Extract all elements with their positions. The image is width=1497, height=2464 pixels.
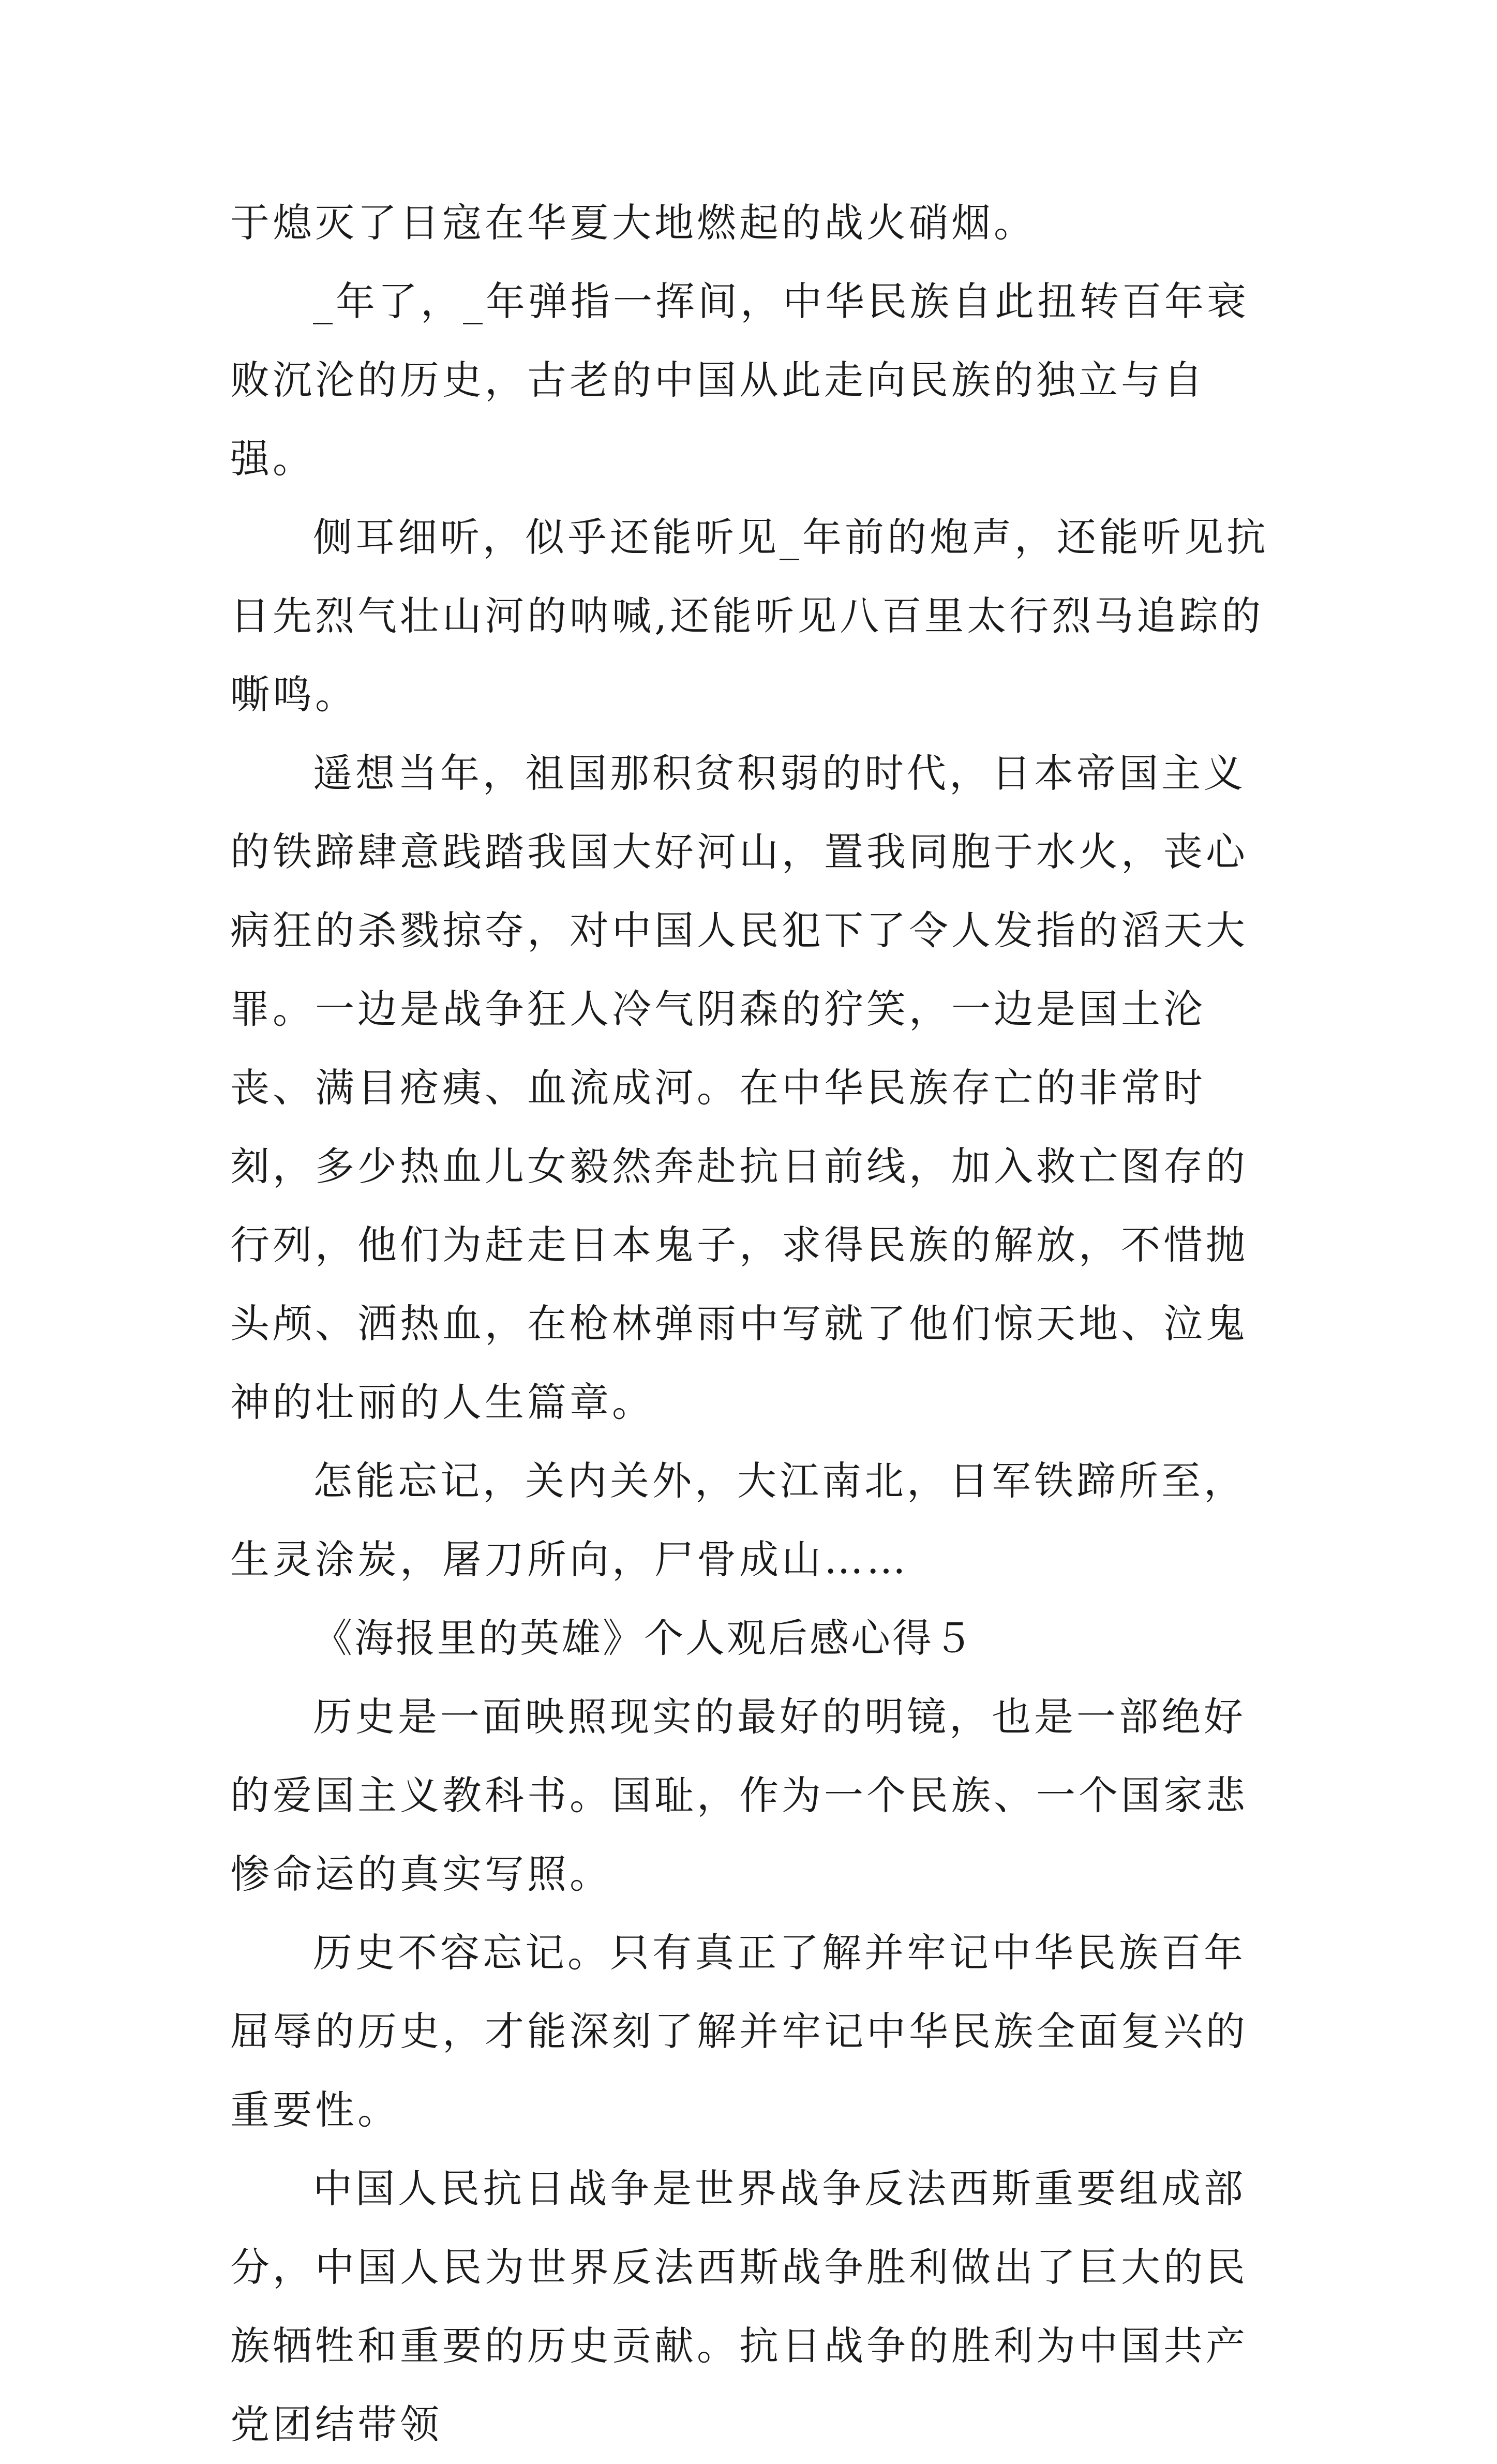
paragraph: 历史不容忘记。只有真正了解并牢记中华民族百年屈辱的历史，才能深刻了解并牢记中华民族全面复兴的重要性。 bbox=[230, 1930, 1248, 2133]
paragraph: 于熄灭了日寇在华夏大地燃起的战火硝烟。 bbox=[230, 200, 1036, 246]
document-body bbox=[230, 184, 1285, 2464]
paragraph: _年了，_年弹指一挥间，中华民族自此扭转百年衰败沉沦的历史，古老的中国从此走向民族的独立与自强。 bbox=[230, 278, 1249, 482]
paragraph: 怎能忘记，关内关外，大江南北，日军铁蹄所至，生灵涂炭，屠刀所向，尸骨成山…… bbox=[230, 1458, 1246, 1582]
paragraph: 历史是一面映照现实的最好的明镜，也是一部绝好的爱国主义教科书。国耻，作为一个民族、一个国家悲惨命运的真实写照。 bbox=[230, 1694, 1248, 1897]
paragraph: 中国人民抗日战争是世界战争反法西斯重要组成部分，中国人民为世界反法西斯战争胜利做出了巨大的民族牺牲和重要的历史贡献。抗日战争的胜利为中国共产党团结带领 bbox=[230, 2166, 1248, 2447]
section-heading: 《海报里的英雄》个人观后感心得５ bbox=[313, 1615, 975, 1661]
paragraph: 遥想当年，祖国那积贫积弱的时代，日本帝国主义的铁蹄肆意践踏我国大好河山，置我同胞于水火，丧心病狂的杀戮掠夺，对中国人民犯下了令人发指的滔天大罪。一边是战争狂人冷气阴森的狞笑，一边是国土沦丧、满目疮痍、血流成河。在中华民族存亡的非常时刻，多少热血儿女毅然奔赴抗日前线，加入救亡图存的行列，他们为赶走日本鬼子，求得民族的解放，不惜抛头颅、洒热血，在枪林弹雨中写就了他们惊天地、泣鬼神的壮丽的人生篇章。 bbox=[230, 750, 1248, 1425]
paragraph: 侧耳细听，似乎还能听见_年前的炮声，还能听见抗日先烈气壮山河的呐喊,还能听见八百里太行烈马追踪的嘶鸣。 bbox=[230, 514, 1269, 718]
